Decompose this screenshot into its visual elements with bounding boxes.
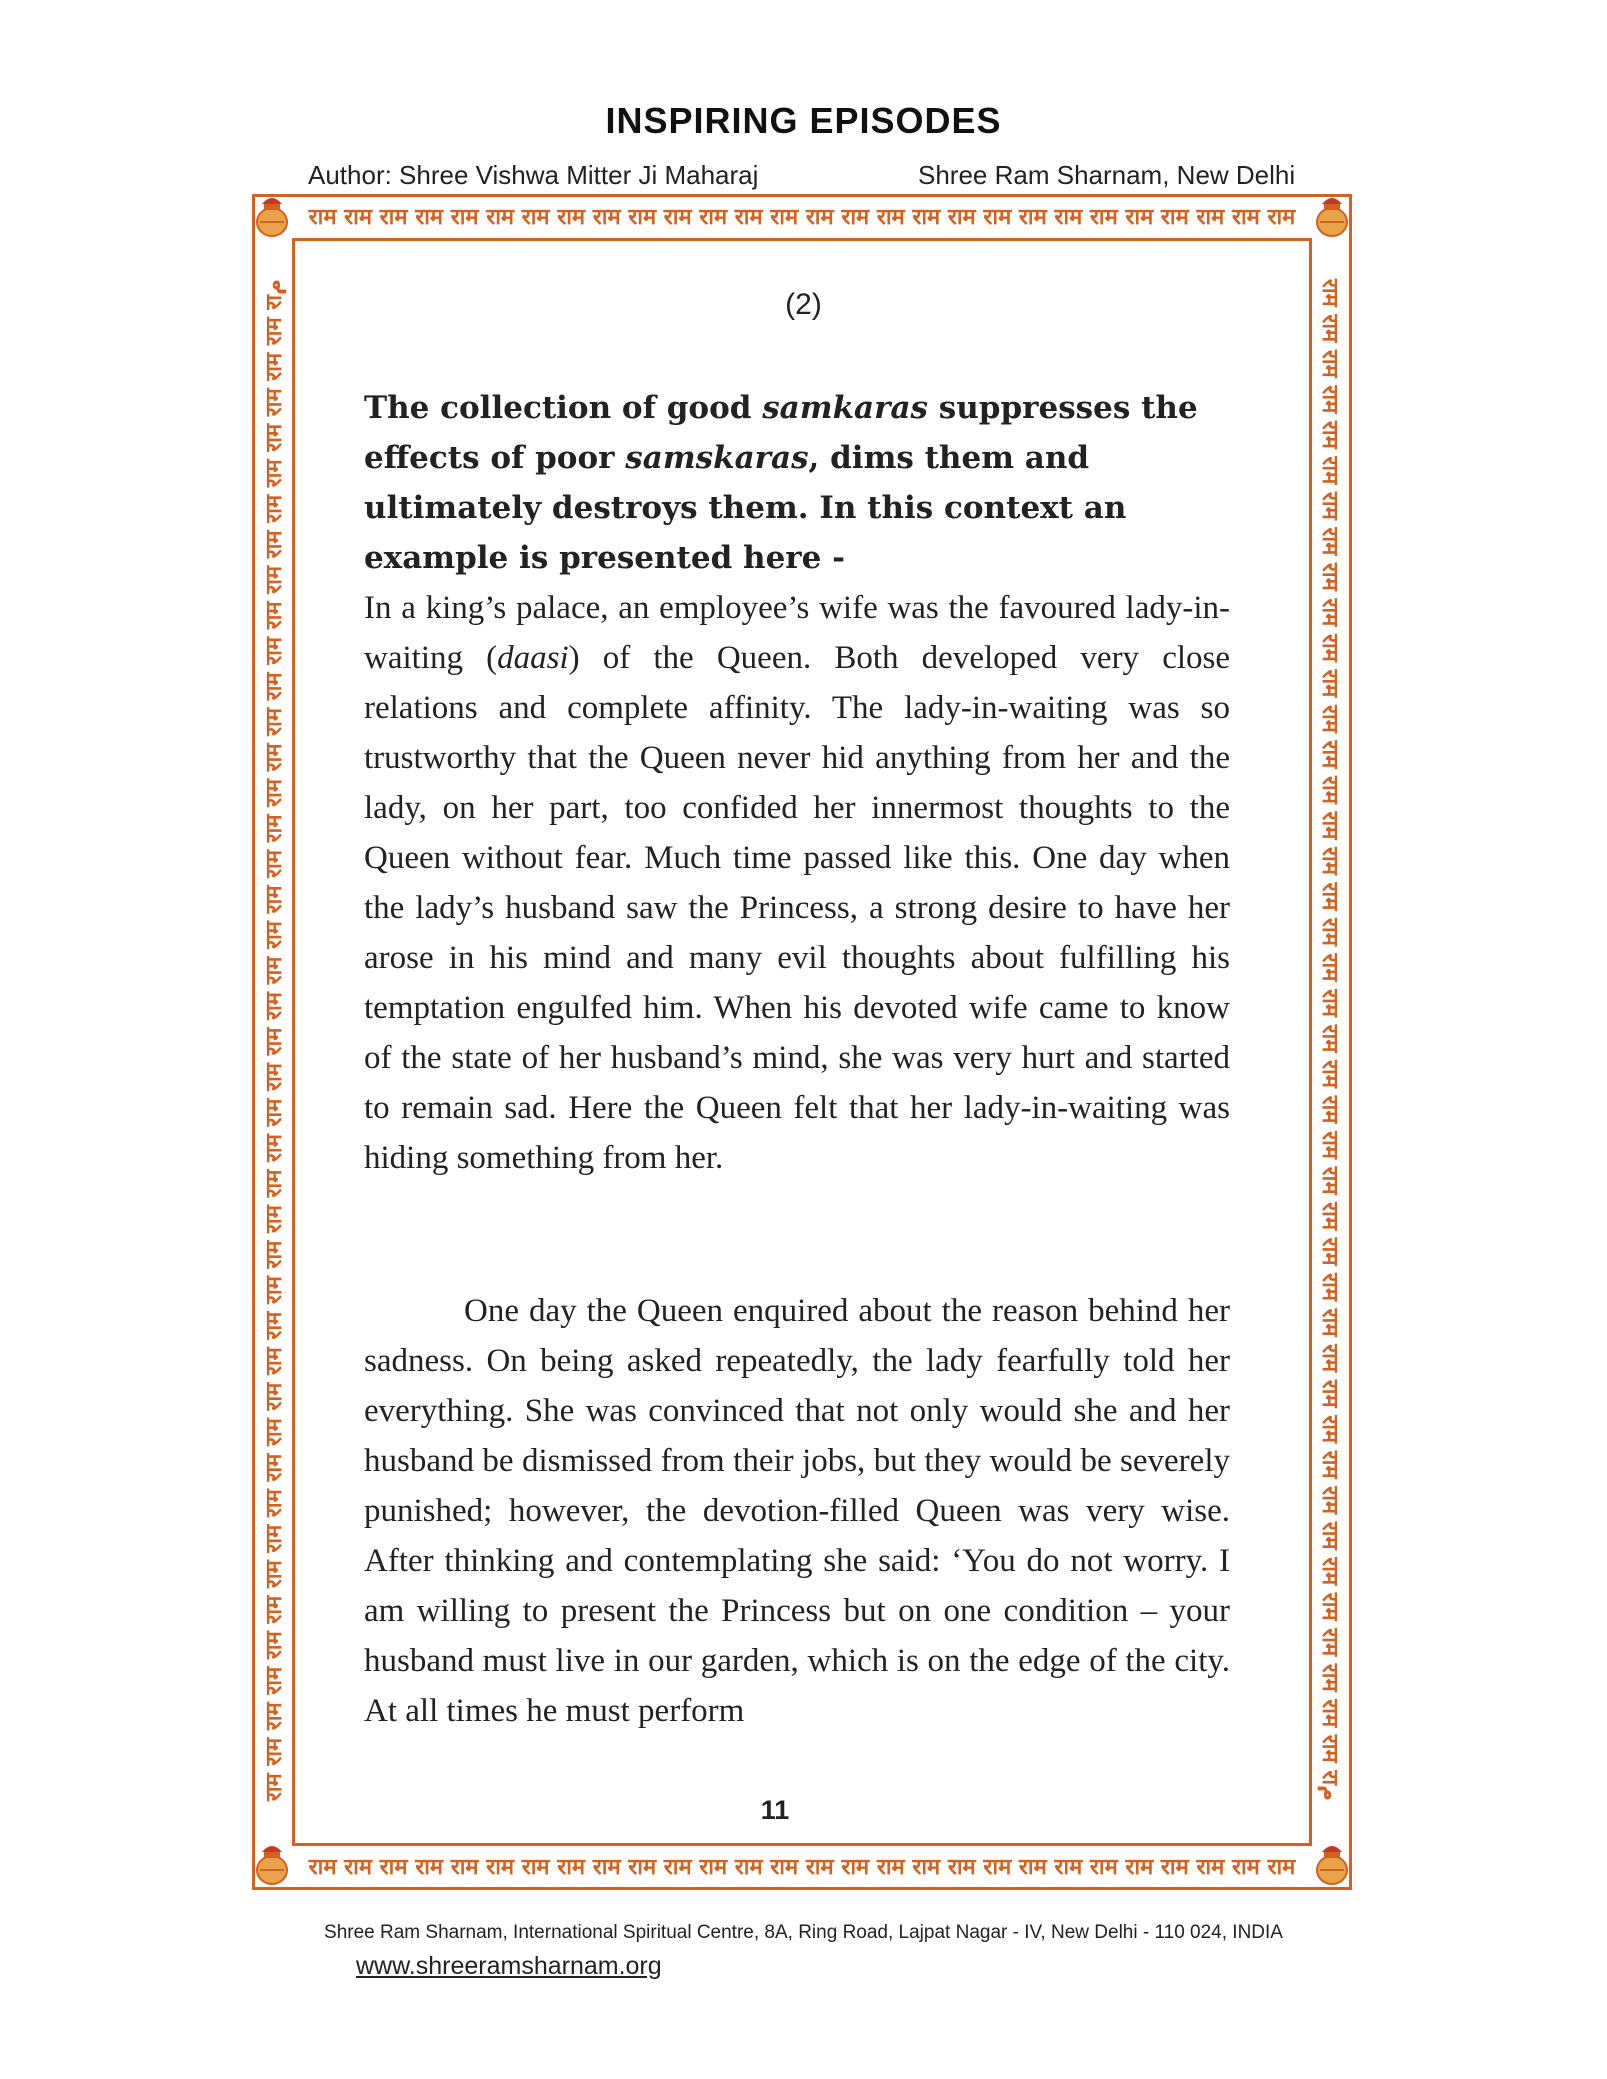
ram-border-bottom: राम राम राम राम राम राम राम राम राम राम राम राम राम राम राम राम राम राम राम राम राम राम राम राम राम राम राम राम — [308, 1855, 1296, 1880]
ram-border-left: राम राम राम राम राम राम राम राम राम राम राम राम राम राम राम राम राम राम राम राम राम राम राम राम राम राम राम राम राम राम राम राम राम राम राम राम राम राम राम राम राम राम राم — [262, 278, 287, 1802]
website-link[interactable]: www.shreeramsharnam.org — [356, 1952, 662, 1980]
document-title: INSPIRING EPISODES — [605, 100, 1002, 141]
kalash-ornament-icon — [1310, 192, 1354, 240]
footer-address: Shree Ram Sharnam, International Spiritual Centre, 8A, Ring Road, Lajpat Nagar - IV, New Delhi - 110 024, INDIA — [324, 1922, 1283, 1943]
author-line: Author: Shree Vishwa Mitter Ji Maharaj — [308, 160, 759, 190]
body-paragraph-1: In a king’s palace, an employee’s wife was the favoured lady-in-waiting (daasi) of the Queen. Both developed very close relations and complete affinity. The lady-in-waiting was so trustworthy that the Queen never hid anything from her and the lady, on her part, too confided her innermost thoughts to the Queen without fear. Much time passed like this. One day when the lady’s husband saw the Princess, a strong desire to have her arose in his mind and many evil thoughts about fulfilling his temptation engulfed him. When his devoted wife came to know of the state of her husband’s mind, she was very hurt and started to remain sad. Here the Queen felt that her lady-in-waiting was hiding something from her. — [364, 590, 1230, 1176]
lead-paragraph: The collection of good samkaras suppresses the effects of poor samskaras, dims them and ultimately destroys them. In this context an example is presented here - — [364, 390, 1198, 576]
page-number: 11 — [760, 1795, 790, 1825]
section-number: (2) — [785, 288, 822, 321]
kalash-ornament-icon — [1310, 1840, 1354, 1888]
ram-border-right: राम राम राम राम राम राम राम राम राम राम राम राम राम राम राम राम राम राम राम राम राम राम राम राम राम राम राम राम राम राम राम राम राम राम राम राम राम राम राम राम राम राम राم — [1317, 278, 1342, 1802]
kalash-ornament-icon — [250, 192, 294, 240]
body-paragraph-2: One day the Queen enquired about the reason behind her sadness. On being asked repeatedly, the lady fearfully told her everything. She was convinced that not only would she and her husband be dismissed from their jobs, but they would be severely punished; however, the devotion-filled Queen was very wise. After thinking and contemplating she said: ‘You do not worry. I am willing to present the Princess but on one condition – your husband must live in our garden, which is on the edge of the city. At all times he must perform — [364, 1293, 1230, 1729]
ram-border-top: राम राम राम राम राम राम राम राम राम राम राम राम राम राम राम राम राम राम राम राम राम राम राम राम राम राम राम राम — [308, 205, 1296, 230]
kalash-ornament-icon — [250, 1840, 294, 1888]
organization-line: Shree Ram Sharnam, New Delhi — [918, 160, 1296, 190]
